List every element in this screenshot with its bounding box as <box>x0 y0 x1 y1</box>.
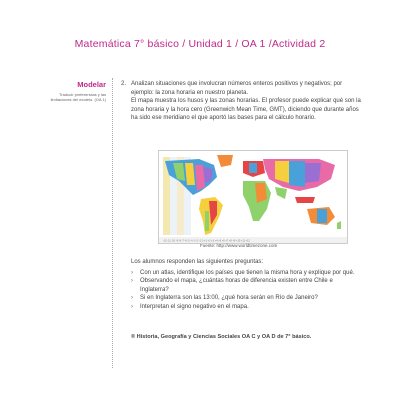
sidebar <box>40 80 106 102</box>
question-text: Con un atlas, identifique los países que tienen la misma hora y explique por qué. <box>140 269 355 276</box>
map-explanation: El mapa muestra los husos y las zonas horarias. El profesor puede explicar qué son la zona horaria y la hora cero (Greenwich Mean Time, GMT), diciendo que durante años ha sido ese meridiano el que aportó las bases para el cálculo horario. <box>131 98 361 122</box>
time-zone-map <box>158 150 348 244</box>
question-item <box>131 294 361 303</box>
footnote: ® Historia, Geografía y Ciencias Sociales OA C y OA D de 7° básico. <box>131 334 312 340</box>
questions-section <box>131 258 361 312</box>
activity-number: 2. <box>121 81 127 87</box>
sidebar-text: Traducir preferencias y las limitaciones del modelo. (OA 1) <box>50 92 106 102</box>
question-text: Observando el mapa, ¿cuántas horas de diferencia existen entre Chile e Inglaterra? <box>140 278 333 293</box>
page-title: Matemática 7° básico / Unidad 1 / OA 1 /Actividad 2 <box>74 38 326 50</box>
vertical-divider <box>112 78 113 368</box>
activity-body <box>121 80 361 123</box>
svg-text:-12 -11 -10 -9 -8 -7 -6 -5 -4: -12 -11 -10 -9 -8 -7 -6 -5 -4 -3 -2 -1 0 +1 +2 +3 +4 +5 +6 +7 +8 +9 +10 +11 +12 <box>163 239 250 243</box>
bullet-icon: › <box>131 295 133 302</box>
questions-intro: Los alumnos responden las siguientes preguntas: <box>131 259 264 265</box>
sidebar-title: Modelar <box>77 80 106 89</box>
question-item <box>131 269 361 278</box>
question-item <box>131 303 361 312</box>
bullet-icon: › <box>131 269 133 276</box>
map-source: Fuente: http://www.worldtimezone.com <box>200 243 278 248</box>
question-text: Interpretan el signo negativo en el mapa. <box>140 303 249 310</box>
activity-intro: Analizan situaciones que involucran números enteros positivos y negativos; por ejemplo: la zona horaria en nuestro planeta. <box>131 81 343 96</box>
question-text: Si en Inglaterra son las 13:00, ¿qué hora serán en Río de Janeiro? <box>140 295 318 302</box>
question-item <box>131 277 361 294</box>
bullet-icon: › <box>131 303 133 310</box>
world-map-image <box>159 151 347 243</box>
bullet-icon: › <box>131 278 133 285</box>
